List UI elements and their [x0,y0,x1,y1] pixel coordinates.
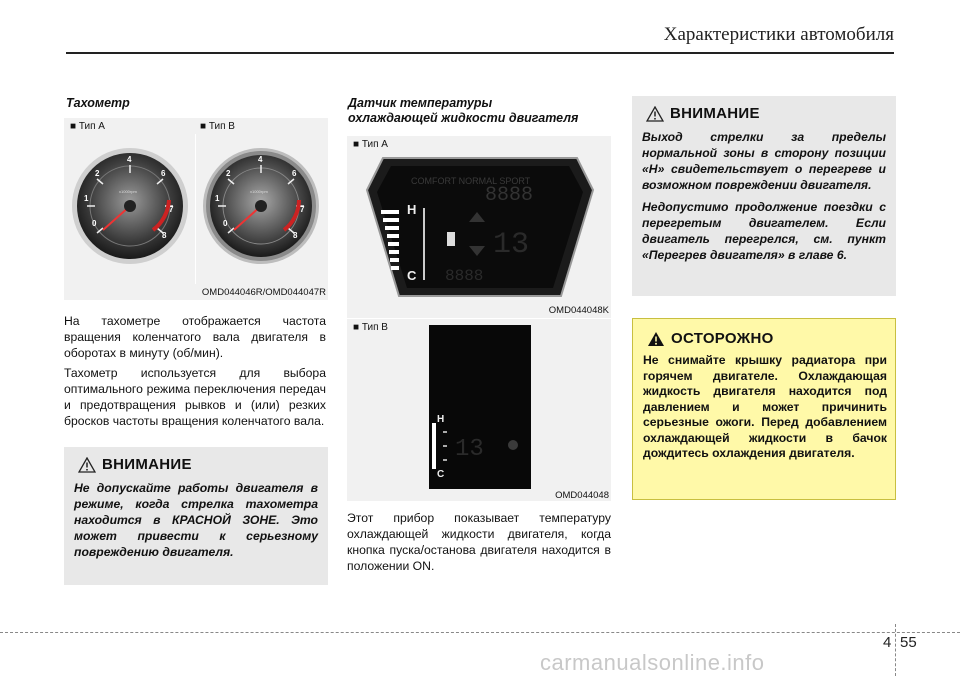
rpm-unit-label: x1000rpm [119,189,137,194]
warning-heading [646,105,760,122]
footer-rule [0,632,960,633]
tachometer-gauge-a [67,138,193,278]
caution-box [632,318,896,500]
paragraph: На тахометре отображается частота вращения коленчатого вала двигателя в оборотах в минуту (об/мин). [64,314,326,360]
tachometer-title: Тахометр [66,96,130,110]
hot-mark: H [437,414,445,425]
caution-heading [647,330,774,347]
coolant-description: Этот прибор показывает температуру охлаждающей жидкости двигателя, когда кнопка пуска/останова двигателя находится в положении ON. [347,511,611,573]
running-header: Характеристики автомобиля [663,24,894,45]
tick-label: 4 [258,155,263,164]
coolant-gauge-type-b [429,325,531,489]
warning-title: ВНИМАНИЕ [102,456,192,473]
display-mode-text: COMFORT NORMAL SPORT [411,176,531,186]
type-a-label: ■ Тип A [353,139,388,150]
tick-label: 2 [95,169,100,178]
page-number: 55 [900,634,917,651]
warning-title: ВНИМАНИЕ [670,105,760,122]
page-number-divider [895,624,897,676]
warning-triangle-icon [646,106,664,122]
tick-label: 4 [127,155,132,164]
cold-mark: C [407,268,417,283]
coolant-title [348,96,578,126]
tachometer-warning-box [64,447,328,585]
tick-label: 1 [215,194,220,203]
tachometer-gauge-b [198,138,324,278]
tick-label: 7 [300,205,305,214]
caution-triangle-icon [647,331,665,347]
display-gear: 13 [493,228,530,262]
coolant-caption-a: OMD044048K [548,305,609,316]
coolant-title-line2: охлаждающей жидкости двигателя [348,111,579,125]
tick-label: 0 [223,219,228,228]
warning-text [642,129,886,269]
coolant-caption-b: OMD044048 [555,490,609,501]
tachometer-caption: OMD044046R/OMD044047R [201,287,326,298]
caution-text: Не снимайте крышку радиатора при горячем двигателе. Охлаждающая жидкость двигателя находится под давлением и может причинить серьезные ожоги. Перед добавлением охлаждающей жидкости в бачок дождитесь охлаждения двигателя. [643,353,887,460]
paragraph: Тахометр используется для выбора оптимального режима переключения передач и предотвращения рывков и (или) резких бросков частоты вращения коленчатого вала. [64,366,326,428]
display-odometer: 8888 [445,267,484,285]
watermark: carmanualsonline.info [540,650,765,675]
header-rule [66,52,894,54]
tick-label: 1 [84,194,89,203]
coolant-figure-type-b [347,319,611,501]
coolant-warning-box [632,96,896,296]
type-b-label: ■ Тип B [353,322,388,333]
chapter-number: 4 [883,634,892,651]
type-b-label: ■ Тип B [200,121,235,132]
tachometer-figure [64,118,328,300]
tick-label: 2 [226,169,231,178]
coolant-figure-type-a [347,136,611,318]
type-a-label: ■ Тип A [70,121,105,132]
tick-label: 7 [169,205,174,214]
coolant-gauge-type-a [365,152,595,308]
display-gear: 13 [455,436,484,463]
coolant-title-line1: Датчик температуры [348,96,493,110]
paragraph: Недопустимо продолжение поездки с перегретым двигателем. Если двигатель перегрелся, см. пункт «Перегрев двигателя» в главе 6. [642,200,886,262]
warning-text: Не допускайте работы двигателя в режиме, когда стрелка тахометра находится в КРАСНОЙ ЗОНЕ. Это может привести к серьезному повреждению двигателя. [74,481,318,559]
warning-triangle-icon [78,457,96,473]
tick-label: 6 [161,169,166,178]
tachometer-description [64,313,326,433]
cold-mark: C [437,469,445,480]
hot-mark: H [407,202,417,217]
tick-label: 0 [92,219,97,228]
caution-title: ОСТОРОЖНО [671,330,774,347]
tick-label: 6 [292,169,297,178]
figure-divider [195,134,196,284]
paragraph: Выход стрелки за пределы нормальной зоны в сторону позиции «H» свидетельствует о перегреве и возможном повреждении двигателя. [642,130,886,192]
rpm-unit-label: x1000rpm [250,189,268,194]
display-digits: 8888 [485,184,534,207]
tick-label: 8 [293,231,298,240]
tick-label: 8 [162,231,167,240]
warning-heading [78,456,192,473]
